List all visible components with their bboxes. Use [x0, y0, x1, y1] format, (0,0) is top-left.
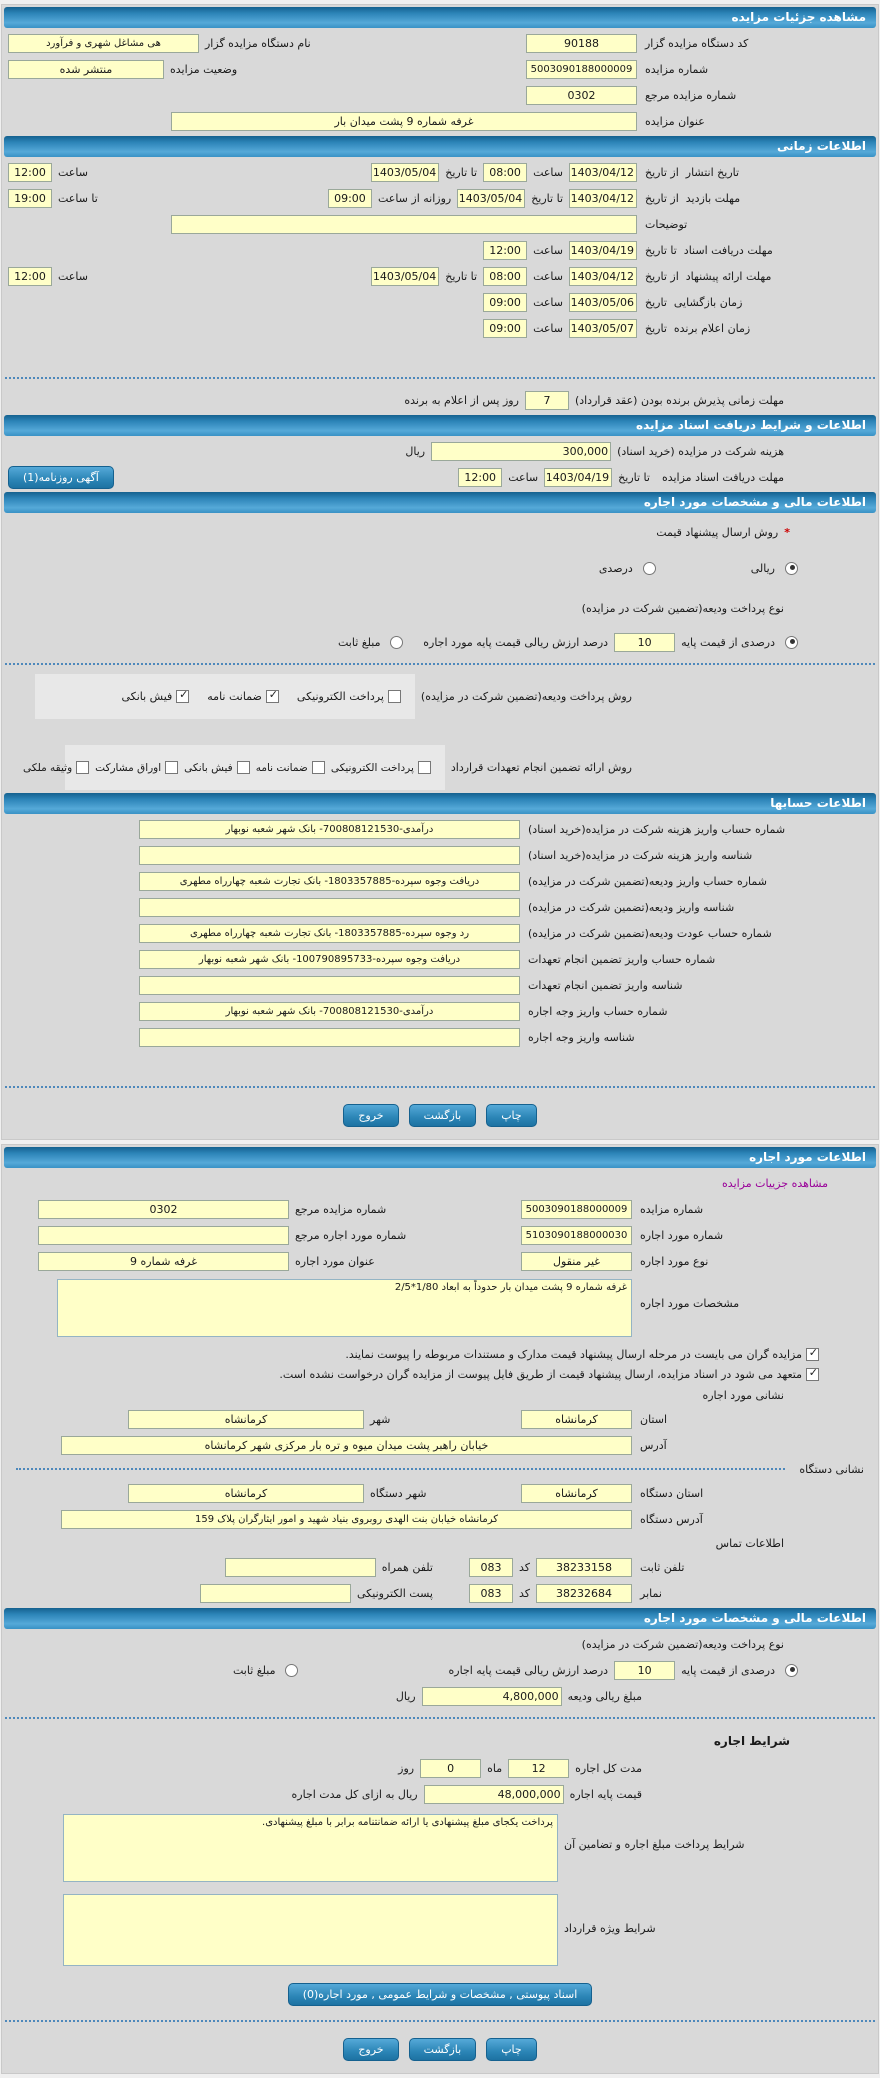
- deposit-type-label: نوع پرداخت ودیعه(تضمین شرکت در مزایده): [581, 601, 784, 615]
- checkbox-g-property-collateral[interactable]: [76, 761, 89, 774]
- account-field[interactable]: [139, 898, 520, 917]
- checkbox-g-guarantee-letter[interactable]: [312, 761, 325, 774]
- auction-status-label: وضعیت مزایده: [170, 62, 238, 76]
- account-row: [2, 894, 878, 920]
- row-auction-code: [2, 30, 878, 56]
- row-item-address: [2, 1432, 878, 1458]
- back-button[interactable]: بازگشت: [409, 1104, 477, 1127]
- hour-label: ساعت: [508, 470, 539, 484]
- docs-receive-time-field[interactable]: 12:00: [483, 241, 527, 260]
- auction-title-field[interactable]: غرفه شماره 9 پشت میدان بار: [171, 112, 637, 131]
- auction-details-panel: [1, 4, 879, 1140]
- p2-auction-ref-label: شماره مزایده مرجع: [295, 1202, 387, 1216]
- radio-rial[interactable]: [785, 562, 798, 575]
- row-visit-deadline: [2, 185, 878, 211]
- radio-fixed-amount[interactable]: [390, 636, 403, 649]
- contract-guarantee-method-label: روش ارائه تضمین انجام تعهدات قرارداد: [450, 761, 632, 774]
- item-number-label: شماره مورد اجاره: [640, 1228, 724, 1242]
- base-price-field[interactable]: 48,000,000: [424, 1785, 564, 1804]
- row-p2-item-type: [2, 1248, 878, 1274]
- to-date-label: تا تاریخ: [645, 243, 677, 257]
- hour-label: ساعت: [533, 269, 563, 283]
- p2-auction-number-field[interactable]: 5003090188000009: [521, 1200, 632, 1219]
- base-price-suffix: ریال به ازای کل مدت اجاره: [291, 1787, 418, 1801]
- agency-address-field[interactable]: کرمانشاه خیابان بنت الهدی روبروی بنیاد شهید و امور ایثارگران پلاک 159: [61, 1510, 632, 1529]
- city-field[interactable]: کرمانشاه: [128, 1410, 364, 1429]
- auction-code-label: کد دستگاه مزایده گزار: [645, 36, 749, 50]
- account-row: [2, 946, 878, 972]
- checkbox-guarantee-letter[interactable]: [266, 690, 279, 703]
- payment-terms-label: شرایط پرداخت مبلغ اجاره و تضامین آن: [564, 1838, 745, 1851]
- daily-from-label: روزانه از ساعت: [377, 191, 452, 205]
- attach-note-1-text: مزایده گران می بایست در مرحله ارسال پیشنهاد قیمت مدارک و مستندات مربوطه را پیوست نمایند.: [345, 1347, 802, 1361]
- guarantee-letter-label: ضمانت نامه: [207, 690, 262, 703]
- participation-fee-field[interactable]: 300,000: [431, 442, 611, 461]
- date-label: تاریخ: [645, 321, 667, 335]
- hour-label: ساعت: [58, 165, 88, 179]
- checkbox-g-electronic-payment[interactable]: [418, 761, 431, 774]
- docs-receive-label: مهلت دریافت اسناد: [683, 243, 773, 257]
- row-item-province-city: [2, 1406, 878, 1432]
- participation-fee-label: هزینه شرکت در مزایده (خرید اسناد): [617, 444, 784, 458]
- account-field[interactable]: درآمدی-700808121530- بانک شهر شعبه نوبهار: [139, 1002, 520, 1021]
- email-label: پست الکترونیکی: [357, 1586, 433, 1600]
- docs-receive-date-field[interactable]: 1403/04/19: [569, 241, 637, 260]
- account-label: شناسه واریز تضمین انجام تعهدات: [528, 978, 683, 992]
- publish-label: تاریخ انتشار: [685, 165, 740, 179]
- row-participation-fee: [2, 438, 878, 464]
- row-deposit-pay-method: [2, 673, 878, 720]
- row-attachments: [2, 1967, 878, 2012]
- checkbox-electronic-payment[interactable]: [388, 690, 401, 703]
- docs-deadline-date-field[interactable]: 1403/04/19: [544, 468, 612, 487]
- code-label: کد: [518, 1560, 530, 1574]
- percent-of-base-field[interactable]: 10: [614, 633, 675, 652]
- row-contract-guarantee-method: [2, 744, 878, 791]
- row-winner-announce-time: [2, 315, 878, 341]
- visit-label: مهلت بازدید: [685, 191, 741, 205]
- g-guarantee-letter-label: ضمانت نامه: [255, 761, 308, 774]
- account-label: شناسه واریز وجه اجاره: [528, 1030, 635, 1044]
- send-method-label: روش ارسال پیشنهاد قیمت: [656, 525, 779, 539]
- date-label: تاریخ: [645, 295, 667, 309]
- address-field[interactable]: خیابان راهبر پشت میدان میوه و تره بار مرکزی شهر کرمانشاه: [61, 1436, 632, 1455]
- from-date-label: از تاریخ: [645, 191, 679, 205]
- item-address-header: نشانی مورد اجاره: [702, 1388, 784, 1402]
- fixed-amount-label: مبلغ ثابت: [338, 635, 381, 649]
- to-date-label: تا تاریخ: [531, 191, 563, 205]
- account-label: شماره حساب واریز وجه اجاره: [528, 1004, 668, 1018]
- payment-terms-textarea[interactable]: پرداخت یکجای مبلغ پیشنهادی یا ارائه ضمانتنامه برابر با مبلغ پیشنهادی.: [63, 1814, 558, 1882]
- panel2-buttons: [2, 2030, 878, 2067]
- hour-label: ساعت: [533, 165, 563, 179]
- auction-ref-label: شماره مزایده مرجع: [645, 88, 737, 102]
- attachments-button[interactable]: اسناد پیوستی , مشخصات و شرایط عمومی , مورد اجاره(0): [288, 1983, 593, 2006]
- visit-daily-from-time-field[interactable]: 09:00: [328, 189, 372, 208]
- item-number-field[interactable]: 5103090188000030: [521, 1226, 632, 1245]
- item-ref-label: شماره مورد اجاره مرجع: [295, 1228, 407, 1242]
- accounts-section-header: اطلاعات حسابها: [4, 793, 876, 814]
- print-button[interactable]: چاپ: [486, 2038, 537, 2061]
- item-spec-textarea[interactable]: غرفه شماره 9 پشت میدان بار حدوداً به ابعاد 1/80*2/5: [57, 1279, 632, 1337]
- row-winner-accept-deadline: [2, 387, 878, 413]
- row-docs-deadline: [2, 464, 878, 490]
- row-deposit-type-label: [2, 595, 878, 621]
- contract-guarantee-band: [23, 745, 445, 790]
- hour-label: ساعت: [533, 295, 563, 309]
- financial-section-header: اطلاعات مالی و مشخصات مورد اجاره: [4, 492, 876, 513]
- to-hour-label: تا ساعت: [58, 191, 98, 205]
- deposit-pay-method-label: روش پرداخت ودیعه(تضمین شرکت در مزایده): [420, 690, 632, 703]
- g-property-collateral-label: وثیقه ملکی: [23, 761, 73, 774]
- account-label: شماره حساب عودت ودیعه(تضمین شرکت در مزایده): [528, 926, 772, 940]
- row-item-address-header: [2, 1384, 878, 1406]
- province-label: استان: [640, 1412, 668, 1426]
- row-deposit-type-options: [2, 629, 878, 655]
- to-date-label: تا تاریخ: [618, 470, 650, 484]
- p2-percent-of-base-label: درصدی از قیمت پایه: [681, 1663, 775, 1677]
- visit-from-date-field[interactable]: 1403/04/12: [569, 189, 637, 208]
- row-p2-item-number: [2, 1222, 878, 1248]
- radio-p2-percent-of-base[interactable]: [785, 1664, 798, 1677]
- account-field[interactable]: دریافت وجوه سپرده-100790895733- بانک شهر شعبه نوبهار: [139, 950, 520, 969]
- row-auction-ref: [2, 82, 878, 108]
- electronic-payment-label: پرداخت الکترونیکی: [296, 690, 384, 703]
- winner-date-field[interactable]: 1403/05/07: [569, 319, 637, 338]
- row-item-spec: [2, 1278, 878, 1338]
- account-label: شناسه واریز ودیعه(تضمین شرکت در مزایده): [528, 900, 735, 914]
- radio-p2-fixed-amount[interactable]: [285, 1664, 298, 1677]
- p2-deposit-type-label: نوع پرداخت ودیعه(تضمین شرکت در مزایده): [581, 1637, 784, 1651]
- item-spec-label: مشخصات مورد اجاره: [640, 1297, 740, 1310]
- row-offer-deadline: [2, 263, 878, 289]
- item-ref-field[interactable]: [38, 1226, 289, 1245]
- account-label: شماره حساب واریز تضمین انجام تعهدات: [528, 952, 716, 966]
- checkbox-attach-note-2[interactable]: [806, 1368, 819, 1381]
- row-attach-note-1: [2, 1344, 878, 1364]
- checkbox-g-participation-bonds[interactable]: [165, 761, 178, 774]
- row-agency-province-city: [2, 1480, 878, 1506]
- code-label: کد: [518, 1586, 530, 1600]
- phone-code-field[interactable]: 083: [469, 1558, 513, 1577]
- g-bank-slip-label: فیش بانکی: [184, 761, 233, 774]
- p2-auction-ref-field[interactable]: 0302: [38, 1200, 289, 1219]
- contact-header: اطلاعات تماس: [715, 1536, 784, 1550]
- row-auction-title: [2, 108, 878, 134]
- p2-fixed-amount-label: مبلغ ثابت: [233, 1663, 276, 1677]
- publish-from-time-field[interactable]: 08:00: [483, 163, 527, 182]
- print-button[interactable]: چاپ: [486, 1104, 537, 1127]
- publish-from-date-field[interactable]: 1403/04/12: [569, 163, 637, 182]
- account-field[interactable]: [139, 1028, 520, 1047]
- day-label: روز: [398, 1761, 415, 1775]
- agency-city-label: شهر دستگاه: [370, 1486, 427, 1500]
- rial-label: ریال: [395, 1689, 416, 1703]
- time-section-header: اطلاعات زمانی: [4, 136, 876, 157]
- checkbox-g-bank-slip[interactable]: [237, 761, 250, 774]
- province-field[interactable]: کرمانشاه: [521, 1410, 632, 1429]
- special-terms-label: شرایط ویژه قرارداد: [564, 1922, 656, 1935]
- docs-section-header: اطلاعات و شرایط دریافت اسناد مزایده: [4, 415, 876, 436]
- account-label: شماره حساب واریز ودیعه(تضمین شرکت در مزایده): [528, 874, 767, 888]
- account-label: شناسه واریز هزینه شرکت در مزایده(خرید اسناد): [528, 848, 753, 862]
- row-special-terms: [2, 1893, 878, 1967]
- deposit-amount-label: مبلغ ریالی ودیعه: [567, 1689, 642, 1703]
- offer-from-time-field[interactable]: 08:00: [483, 267, 527, 286]
- percent-of-base-label: درصدی از قیمت پایه: [681, 635, 775, 649]
- rent-duration-label: مدت کل اجاره: [575, 1761, 642, 1775]
- phone-field[interactable]: 38233158: [536, 1558, 632, 1577]
- rent-terms-header: شرایط اجاره: [713, 1734, 790, 1748]
- back-button[interactable]: بازگشت: [409, 2038, 477, 2061]
- agency-name-label: نام دستگاه مزایده گزار: [205, 36, 311, 50]
- panel1-buttons: [2, 1096, 878, 1133]
- base-price-label: قیمت پایه اجاره: [569, 1787, 642, 1801]
- account-row: [2, 998, 878, 1024]
- account-field[interactable]: رد وجوه سپرده-1803357885- بانک تجارت شعبه چهارراه مطهری: [139, 924, 520, 943]
- agency-name-field[interactable]: هی مشاغل شهری و فرآورد: [8, 34, 199, 53]
- p2-financial-header: اطلاعات مالی و مشخصات مورد اجاره: [4, 1608, 876, 1629]
- row-send-method-options: [2, 555, 878, 581]
- row-publish-date: [2, 159, 878, 185]
- offer-to-time-field[interactable]: 12:00: [8, 267, 52, 286]
- percent-option-label: درصدی: [598, 561, 633, 575]
- separator: [5, 1717, 875, 1719]
- visit-daily-to-time-field[interactable]: 19:00: [8, 189, 52, 208]
- hour-label: ساعت: [533, 321, 563, 335]
- account-field[interactable]: [139, 976, 520, 995]
- row-auction-number: [2, 56, 878, 82]
- fax-label: نمابر: [640, 1586, 662, 1600]
- rial-option-label: ریالی: [750, 561, 775, 575]
- row-p2-auction-number: [2, 1196, 878, 1222]
- separator: [5, 2020, 875, 2022]
- separator: [16, 1468, 785, 1470]
- item-title-field[interactable]: غرفه شماره 9: [38, 1252, 289, 1271]
- auction-number-label: شماره مزایده: [645, 62, 709, 76]
- offer-label: مهلت ارائه پیشنهاد: [685, 269, 772, 283]
- account-row: [2, 920, 878, 946]
- rental-item-panel: [1, 1144, 879, 2074]
- from-date-label: از تاریخ: [645, 269, 679, 283]
- row-agency-address-header: [2, 1458, 878, 1480]
- row-send-method-label: [2, 519, 878, 545]
- row-rent-duration: [2, 1755, 878, 1781]
- p2-auction-number-label: شماره مزایده: [640, 1202, 704, 1216]
- checkbox-attach-note-1[interactable]: [806, 1348, 819, 1361]
- newspaper-ad-button[interactable]: آگهی روزنامه(1): [8, 466, 114, 489]
- offer-to-date-field[interactable]: 1403/05/04: [371, 267, 439, 286]
- p2-percent-of-base-field[interactable]: 10: [614, 1661, 675, 1680]
- row-payment-terms: [2, 1813, 878, 1883]
- g-electronic-payment-label: پرداخت الکترونیکی: [330, 761, 414, 774]
- account-field[interactable]: درآمدی-700808121530- بانک شهر شعبه نوبهار: [139, 820, 520, 839]
- notes-field[interactable]: [171, 215, 637, 234]
- publish-to-date-field[interactable]: 1403/05/04: [371, 163, 439, 182]
- auction-number-field[interactable]: 5003090188000009: [526, 60, 637, 79]
- docs-deadline-label: مهلت دریافت اسناد مزایده: [661, 470, 784, 484]
- mobile-label: تلفن همراه: [381, 1560, 433, 1574]
- winner-label: زمان اعلام برنده: [673, 321, 751, 335]
- account-label: شماره حساب واریز هزینه شرکت در مزایده(خرید اسناد): [528, 822, 786, 836]
- separator: [5, 377, 875, 379]
- winner-accept-days-field[interactable]: 7: [525, 391, 569, 410]
- auction-ref-field[interactable]: 0302: [526, 86, 637, 105]
- row-contact-header: [2, 1532, 878, 1554]
- account-field[interactable]: دریافت وجوه سپرده-1803357885- بانک تجارت شعبه چهارراه مطهری: [139, 872, 520, 891]
- docs-deadline-time-field[interactable]: 12:00: [458, 468, 502, 487]
- account-row: [2, 972, 878, 998]
- fax-field[interactable]: 38232684: [536, 1584, 632, 1603]
- rial-label: ریال: [405, 444, 426, 458]
- offer-from-date-field[interactable]: 1403/04/12: [569, 267, 637, 286]
- winner-time-field[interactable]: 09:00: [483, 319, 527, 338]
- auction-title-label: عنوان مزایده: [645, 114, 705, 128]
- required-star: *: [784, 525, 790, 539]
- attach-note-2-text: متعهد می شود در اسناد مزایده، ارسال پیشنهاد قیمت از طریق فایل پیوست از مزایده گران درخواست نشده است.: [279, 1367, 802, 1381]
- agency-province-label: استان دستگاه: [640, 1486, 704, 1500]
- item-type-field[interactable]: غیر منقول: [521, 1252, 632, 1271]
- deposit-pay-method-band: [35, 674, 415, 719]
- notes-label: توضیحات: [645, 217, 688, 231]
- account-row: [2, 1024, 878, 1050]
- city-label: شهر: [370, 1412, 391, 1426]
- from-date-label: از تاریخ: [645, 165, 679, 179]
- percent-of-base-suffix: درصد ارزش ریالی قیمت پایه مورد اجاره: [423, 635, 609, 649]
- auction-status-field[interactable]: منتشر شده: [8, 60, 164, 79]
- row-rent-terms-header: [2, 1727, 878, 1755]
- phone-label: تلفن ثابت: [640, 1560, 685, 1574]
- special-terms-textarea[interactable]: [63, 1894, 558, 1966]
- exit-button[interactable]: خروج: [343, 2038, 398, 2061]
- row-deposit-amount: [2, 1683, 878, 1709]
- month-label: ماه: [487, 1761, 503, 1775]
- winner-accept-suffix: روز پس از اعلام به برنده: [404, 393, 519, 407]
- p2-percent-of-base-suffix: درصد ارزش ریالی قیمت پایه اجاره: [448, 1663, 609, 1677]
- g-participation-bonds-label: اوراق مشارکت: [95, 761, 162, 774]
- deposit-amount-field[interactable]: 4,800,000: [422, 1687, 562, 1706]
- winner-accept-label: مهلت زمانی پذیرش برنده بودن (عقد قرارداد): [574, 393, 784, 407]
- rent-days-field[interactable]: 0: [420, 1759, 481, 1778]
- to-date-label: تا تاریخ: [445, 269, 478, 283]
- account-row: [2, 842, 878, 868]
- fax-code-field[interactable]: 083: [469, 1584, 513, 1603]
- panel1-header: مشاهده جزئیات مزایده: [4, 7, 876, 28]
- opening-label: زمان بازگشایی: [673, 295, 743, 309]
- item-type-label: نوع مورد اجاره: [640, 1254, 709, 1268]
- panel2-header: اطلاعات مورد اجاره: [4, 1147, 876, 1168]
- radio-percent-of-base[interactable]: [785, 636, 798, 649]
- row-agency-address: [2, 1506, 878, 1532]
- row-opening-time: [2, 289, 878, 315]
- row-p2-deposit-type-options: [2, 1657, 878, 1683]
- row-notes: [2, 211, 878, 237]
- separator: [5, 1086, 875, 1088]
- mobile-field[interactable]: [225, 1558, 376, 1577]
- opening-date-field[interactable]: 1403/05/06: [569, 293, 637, 312]
- opening-time-field[interactable]: 09:00: [483, 293, 527, 312]
- auction-code-field[interactable]: 90188: [526, 34, 637, 53]
- agency-address-header: نشانی دستگاه: [799, 1462, 864, 1476]
- bank-slip-label: فیش بانکی: [121, 690, 173, 703]
- agency-province-field[interactable]: کرمانشاه: [521, 1484, 632, 1503]
- rent-months-field[interactable]: 12: [508, 1759, 569, 1778]
- radio-percent[interactable]: [643, 562, 656, 575]
- row-attach-note-2: [2, 1364, 878, 1384]
- hour-label: ساعت: [58, 269, 88, 283]
- agency-address-label: آدرس دستگاه: [640, 1512, 703, 1526]
- row-docs-receive-deadline: [2, 237, 878, 263]
- hour-label: ساعت: [533, 243, 563, 257]
- visit-to-date-field[interactable]: 1403/05/04: [457, 189, 525, 208]
- view-details-link[interactable]: مشاهده جزییات مزایده: [722, 1176, 828, 1190]
- address-label: آدرس: [640, 1438, 667, 1452]
- agency-city-field[interactable]: کرمانشاه: [128, 1484, 364, 1503]
- exit-button[interactable]: خروج: [343, 1104, 398, 1127]
- row-fax: [2, 1580, 878, 1606]
- to-date-label: تا تاریخ: [445, 165, 478, 179]
- email-field[interactable]: [200, 1584, 351, 1603]
- row-base-price: [2, 1781, 878, 1807]
- account-row: [2, 816, 878, 842]
- row-phone: [2, 1554, 878, 1580]
- item-title-label: عنوان مورد اجاره: [295, 1254, 375, 1268]
- account-row: [2, 868, 878, 894]
- account-field[interactable]: [139, 846, 520, 865]
- separator: [5, 663, 875, 665]
- row-p2-deposit-type-label: [2, 1631, 878, 1657]
- publish-to-time-field[interactable]: 12:00: [8, 163, 52, 182]
- checkbox-bank-slip[interactable]: [176, 690, 189, 703]
